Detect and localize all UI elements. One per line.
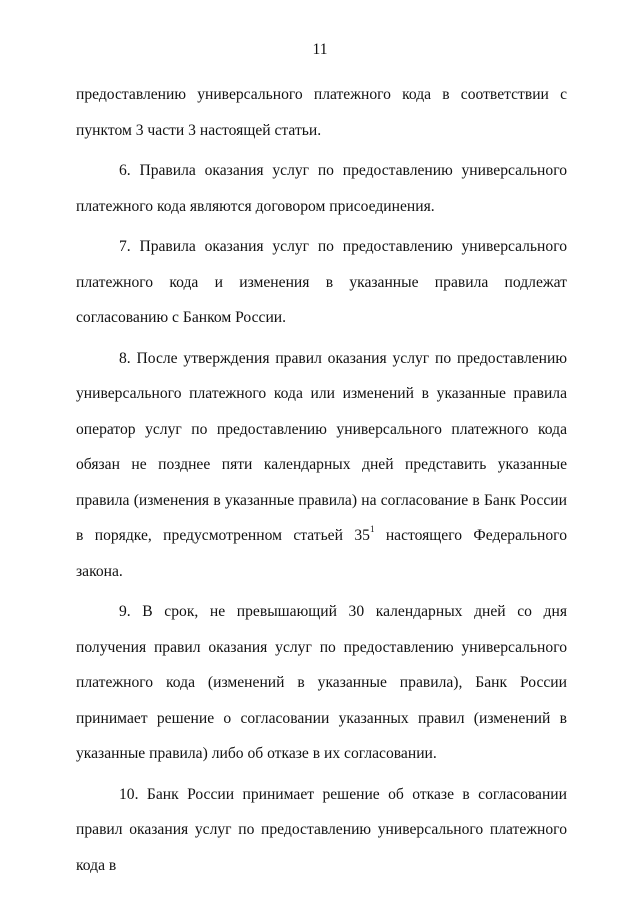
paragraph-10: 10. Банк России принимает решение об отказе в согласовании правил оказания услуг по предоставлению универсального платежного кода в (76, 785, 567, 874)
superscript-article-index: 1 (369, 524, 375, 534)
paragraph-8-tail: настоящего Федерального закона. (76, 527, 567, 580)
paragraph-7: 7. Правила оказания услуг по предоставлению универсального платежного кода и изменения в указанные правила подлежат согласованию с Банком России. (76, 238, 567, 326)
paragraph-6: 6. Правила оказания услуг по предоставлению универсального платежного кода являются договором присоединения. (76, 162, 567, 215)
page-number: 11 (312, 41, 328, 58)
paragraph-8-text: 8. После утверждения правил оказания услуг по предоставлению универсального платежного кода или изменений в указанные правила оператор услуг по предоставлению универсального платежного кода обязан не позднее пяти календарных дней представить указанные правила (изменения в указанные правила) на согласование в Банк России в порядке, предусмотренном статьей 35 (76, 349, 567, 544)
paragraph-9: 9. В срок, не превышающий 30 календарных дней со дня получения правил оказания услуг по предоставлению универсального платежного кода (изменений в указанные правила), Банк России принимает решение о согласовании указанных правил (изменений в указанные правила) либо об отказе в их согласовании. (76, 603, 567, 762)
paragraph-8 (76, 341, 567, 590)
paragraph-continuation: предоставлению универсального платежного кода в соответствии с пунктом 3 части 3 настоящей статьи. (76, 86, 567, 139)
document-body (76, 77, 567, 883)
